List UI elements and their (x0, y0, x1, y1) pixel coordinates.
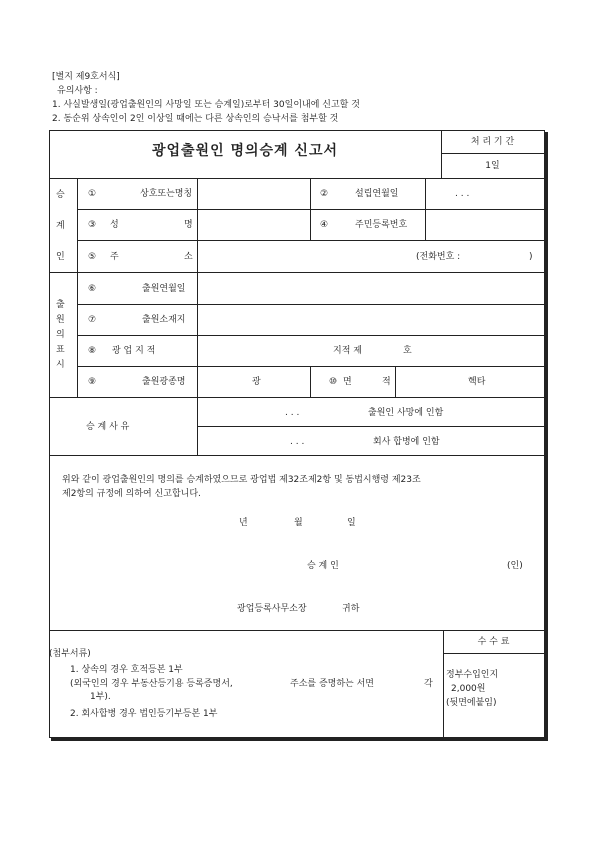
reason-2-text: 회사 합병에 인함 (373, 437, 440, 447)
fee-line-3: (뒷면에붙임) (446, 698, 497, 708)
mining-parcel-value-a: 지적 제 (333, 346, 362, 356)
attachment-1-note-b: 주소를 증명하는 서면 (290, 679, 374, 689)
field-10-number: ⑩ (329, 377, 338, 387)
field-7-number: ⑦ (88, 315, 97, 325)
reason-1-date[interactable]: . . . (285, 408, 300, 418)
addressee: 광업등록사무소장 (237, 604, 307, 614)
phone-label: (전화번호 : (416, 252, 461, 262)
declaration-line-2: 제2항의 규정에 의하여 신고합니다. (62, 489, 201, 499)
honorific: 귀하 (342, 604, 360, 614)
claim-group-char-1: 출 (56, 300, 65, 310)
claim-group-char-4: 표 (56, 345, 65, 355)
mineral-name-value: 광 (252, 377, 261, 387)
name-label-a: 성 (110, 220, 119, 230)
processing-period-label: 처 리 기 간 (470, 137, 515, 147)
reason-1-text: 출원인 사망에 인함 (368, 408, 444, 418)
filing-location-label: 출원소재지 (142, 315, 186, 325)
declaration-line-1: 위와 같이 광업출원인의 명의를 승계하였으므로 광업법 제32조제2항 및 동법시행령 제23조 (62, 475, 421, 485)
succession-reason-label: 승 계 사 유 (86, 422, 130, 432)
successor-group-char-1: 승 (56, 190, 65, 200)
fee-label: 수 수 료 (477, 637, 510, 647)
attachments-title: (첨부서류) (49, 649, 91, 659)
name-field[interactable] (198, 212, 310, 240)
phone-close: ) (529, 252, 533, 262)
field-1-number: ① (88, 189, 97, 199)
address-label-b: 소 (184, 252, 193, 262)
filing-location-field[interactable] (198, 307, 544, 335)
fee-line-2: 2,000원 (451, 684, 486, 694)
notes-label: 유의사항 : (57, 86, 98, 96)
date-year: 년 (239, 518, 248, 528)
date-month: 월 (294, 518, 303, 528)
resident-number-field[interactable] (426, 212, 544, 240)
successor-group-char-3: 인 (56, 252, 65, 262)
field-3-number: ③ (88, 220, 97, 230)
address-field[interactable] (198, 243, 408, 271)
reason-2-date[interactable]: . . . (290, 437, 305, 447)
seal-mark: (인) (507, 561, 523, 571)
resident-number-label: 주민등록번호 (355, 220, 408, 230)
establish-date-label: 설립연월일 (355, 189, 399, 199)
area-value: 헥타 (468, 377, 486, 387)
field-9-number: ⑨ (88, 377, 97, 387)
successor-group-char-2: 계 (56, 221, 65, 231)
name-label-b: 명 (184, 220, 193, 230)
attachment-1-note-a: (외국인의 경우 부동산등기용 등록증명서, (70, 679, 233, 689)
fee-line-1: 정부수입인지 (446, 670, 499, 680)
form-title: 광업출원인 명의승계 신고서 (151, 143, 339, 159)
mineral-name-label: 출원광종명 (142, 377, 186, 387)
mining-parcel-value-b: 호 (403, 346, 412, 356)
attachment-2: 2. 회사합병 경우 법인등기부등본 1부 (70, 709, 218, 719)
area-label-a: 면 (343, 377, 352, 387)
claim-group-char-5: 시 (56, 360, 65, 370)
filing-date-label: 출원연월일 (142, 284, 186, 294)
address-label-a: 주 (110, 252, 119, 262)
establish-date-field[interactable]: . . . (455, 189, 470, 199)
mining-parcel-label: 광 업 지 적 (112, 346, 156, 356)
field-4-number: ④ (320, 220, 329, 230)
business-name-field[interactable] (198, 181, 310, 209)
successor-signer: 승 계 인 (307, 561, 339, 571)
field-8-number: ⑧ (88, 346, 97, 356)
business-name-label: 상호또는명칭 (140, 189, 193, 199)
attachment-1-note-d: 1부). (90, 692, 111, 702)
area-label-b: 적 (382, 377, 391, 387)
date-day: 일 (347, 518, 356, 528)
note-2: 2. 동순위 상속인이 2인 이상일 때에는 다른 상속인의 승낙서를 첨부할 것 (52, 114, 339, 124)
attachment-1-note-c: 각 (424, 679, 433, 689)
field-5-number: ⑤ (88, 252, 97, 262)
processing-period-value: 1일 (485, 161, 500, 171)
note-1: 1. 사실발생일(광업출원인의 사망일 또는 승계일)로부터 30일이내에 신고할 것 (52, 100, 360, 110)
field-2-number: ② (320, 189, 329, 199)
filing-date-field[interactable] (198, 275, 544, 303)
field-6-number: ⑥ (88, 284, 97, 294)
claim-group-char-2: 원 (56, 315, 65, 325)
form-number: [별지 제9호서식] (52, 72, 120, 82)
claim-group-char-3: 의 (56, 330, 65, 340)
attachment-1: 1. 상속의 경우 호적등본 1부 (70, 665, 183, 675)
